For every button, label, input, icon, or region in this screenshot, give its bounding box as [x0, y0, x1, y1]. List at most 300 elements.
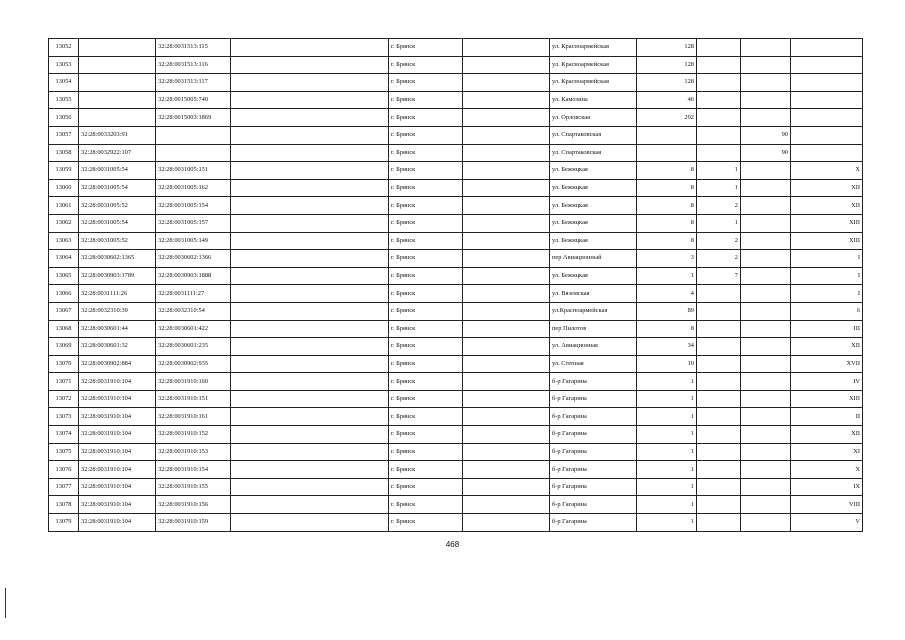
city-cell: г. Брянск: [389, 126, 463, 144]
building-cell: 2: [697, 250, 741, 268]
building-cell: [697, 514, 741, 532]
house-number-cell: 1: [637, 390, 697, 408]
table-row: [49, 443, 863, 461]
land-cadastral-number-cell: [79, 109, 156, 127]
house-number-cell: 34: [637, 338, 697, 356]
table-row: [49, 496, 863, 514]
land-cadastral-number-cell: 32:28:0031910:104: [79, 390, 156, 408]
house-number-cell: [637, 126, 697, 144]
table-row: [49, 338, 863, 356]
room-number-cell: XVII: [791, 355, 863, 373]
land-cadastral-number-cell: 32:28:0030903:1789: [79, 267, 156, 285]
building-cell: [697, 144, 741, 162]
blank-cell-2: [463, 267, 550, 285]
land-cadastral-number-cell: 32:28:0030601:32: [79, 338, 156, 356]
table-row: [49, 320, 863, 338]
blank-cell-2: [463, 408, 550, 426]
blank-cell: [231, 443, 389, 461]
apartment-cell: [741, 39, 791, 57]
blank-cell: [231, 320, 389, 338]
table-row: [49, 478, 863, 496]
building-cadastral-number-cell: 32:28:0031910:154: [156, 461, 231, 479]
row-number-cell: 13070: [49, 355, 79, 373]
house-number-cell: 1: [637, 373, 697, 391]
city-cell: г. Брянск: [389, 56, 463, 74]
room-number-cell: I: [791, 285, 863, 303]
land-cadastral-number-cell: 32:28:0031005:54: [79, 214, 156, 232]
land-cadastral-number-cell: 32:28:0030601:44: [79, 320, 156, 338]
city-cell: г. Брянск: [389, 461, 463, 479]
room-number-cell: [791, 39, 863, 57]
room-number-cell: [791, 56, 863, 74]
row-number-cell: 13058: [49, 144, 79, 162]
room-number-cell: XIII: [791, 390, 863, 408]
room-number-cell: II: [791, 408, 863, 426]
row-number-cell: 13071: [49, 373, 79, 391]
house-number-cell: 292: [637, 109, 697, 127]
city-cell: г. Брянск: [389, 267, 463, 285]
table-row: [49, 197, 863, 215]
apartment-cell: [741, 56, 791, 74]
table-row: [49, 109, 863, 127]
building-cell: [697, 390, 741, 408]
row-number-cell: 13057: [49, 126, 79, 144]
room-number-cell: IX: [791, 478, 863, 496]
blank-cell-2: [463, 91, 550, 109]
building-cadastral-number-cell: 32:28:0031910:159: [156, 514, 231, 532]
room-number-cell: IV: [791, 373, 863, 391]
table-row: [49, 91, 863, 109]
street-cell: ул. Степная: [550, 355, 637, 373]
apartment-cell: [741, 197, 791, 215]
street-cell: ул.Красноармейская: [550, 302, 637, 320]
table-row: [49, 250, 863, 268]
house-number-cell: 128: [637, 74, 697, 92]
apartment-cell: [741, 285, 791, 303]
street-cell: ул. Вяземская: [550, 285, 637, 303]
land-cadastral-number-cell: 32:28:0031910:104: [79, 514, 156, 532]
blank-cell-2: [463, 179, 550, 197]
building-cadastral-number-cell: 32:28:0031513:116: [156, 56, 231, 74]
blank-cell: [231, 232, 389, 250]
house-number-cell: 128: [637, 39, 697, 57]
apartment-cell: [741, 91, 791, 109]
blank-cell-2: [463, 56, 550, 74]
table-row: [49, 461, 863, 479]
table-row: [49, 267, 863, 285]
street-cell: ул. Бежицкая: [550, 162, 637, 180]
room-number-cell: [791, 74, 863, 92]
apartment-cell: [741, 443, 791, 461]
building-cadastral-number-cell: 32:28:0031910:151: [156, 390, 231, 408]
city-cell: г. Брянск: [389, 373, 463, 391]
blank-cell-2: [463, 162, 550, 180]
building-cell: [697, 443, 741, 461]
row-number-cell: 13072: [49, 390, 79, 408]
table-row: [49, 285, 863, 303]
blank-cell-2: [463, 514, 550, 532]
room-number-cell: III: [791, 320, 863, 338]
building-cell: [697, 56, 741, 74]
land-cadastral-number-cell: [79, 74, 156, 92]
blank-cell-2: [463, 355, 550, 373]
street-cell: ул. Бежицкая: [550, 267, 637, 285]
blank-cell: [231, 144, 389, 162]
building-cell: [697, 408, 741, 426]
row-number-cell: 13068: [49, 320, 79, 338]
city-cell: г. Брянск: [389, 109, 463, 127]
blank-cell: [231, 214, 389, 232]
room-number-cell: V: [791, 514, 863, 532]
land-cadastral-number-cell: 32:28:0030902:884: [79, 355, 156, 373]
house-number-cell: 4: [637, 285, 697, 303]
apartment-cell: [741, 408, 791, 426]
house-number-cell: 1: [637, 478, 697, 496]
house-number-cell: 1: [637, 461, 697, 479]
blank-cell-2: [463, 144, 550, 162]
row-number-cell: 13052: [49, 39, 79, 57]
row-number-cell: 13067: [49, 302, 79, 320]
row-number-cell: 13069: [49, 338, 79, 356]
street-cell: ул. Бежицкая: [550, 197, 637, 215]
blank-cell-2: [463, 302, 550, 320]
street-cell: ул. Спартаковская: [550, 144, 637, 162]
building-cadastral-number-cell: 32:28:0030903:1888: [156, 267, 231, 285]
house-number-cell: 8: [637, 320, 697, 338]
building-cadastral-number-cell: 32:28:0031910:160: [156, 373, 231, 391]
row-number-cell: 13074: [49, 426, 79, 444]
apartment-cell: [741, 214, 791, 232]
street-cell: пер Пилотов: [550, 320, 637, 338]
blank-cell-2: [463, 285, 550, 303]
city-cell: г. Брянск: [389, 478, 463, 496]
building-cell: [697, 285, 741, 303]
apartment-cell: [741, 302, 791, 320]
street-cell: ул. Бежицкая: [550, 179, 637, 197]
room-number-cell: XII: [791, 426, 863, 444]
row-number-cell: 13056: [49, 109, 79, 127]
building-cadastral-number-cell: 32:28:0015003:1869: [156, 109, 231, 127]
street-cell: б-р Гагарина: [550, 478, 637, 496]
room-number-cell: I: [791, 267, 863, 285]
city-cell: г. Брянск: [389, 514, 463, 532]
building-cadastral-number-cell: 32:28:0031513:115: [156, 39, 231, 57]
building-cell: 7: [697, 267, 741, 285]
city-cell: г. Брянск: [389, 496, 463, 514]
room-number-cell: XII: [791, 179, 863, 197]
building-cadastral-number-cell: 32:28:0031910:152: [156, 426, 231, 444]
blank-cell: [231, 91, 389, 109]
street-cell: ул. Бежицкая: [550, 214, 637, 232]
apartment-cell: 90: [741, 144, 791, 162]
room-number-cell: [791, 109, 863, 127]
city-cell: г. Брянск: [389, 408, 463, 426]
room-number-cell: VIII: [791, 496, 863, 514]
blank-cell-2: [463, 426, 550, 444]
apartment-cell: [741, 373, 791, 391]
table-row: [49, 390, 863, 408]
blank-cell: [231, 302, 389, 320]
land-cadastral-number-cell: 32:28:0031910:104: [79, 408, 156, 426]
table-row: [49, 408, 863, 426]
building-cell: [697, 74, 741, 92]
table-row: [49, 56, 863, 74]
room-number-cell: XII: [791, 338, 863, 356]
building-cell: [697, 496, 741, 514]
blank-cell: [231, 197, 389, 215]
land-cadastral-number-cell: 32:28:0032922:107: [79, 144, 156, 162]
city-cell: г. Брянск: [389, 74, 463, 92]
building-cell: [697, 302, 741, 320]
room-number-cell: XII: [791, 197, 863, 215]
building-cadastral-number-cell: 32:28:0032310:54: [156, 302, 231, 320]
street-cell: ул. Бежицкая: [550, 232, 637, 250]
room-number-cell: 6: [791, 302, 863, 320]
apartment-cell: [741, 514, 791, 532]
table-row: [49, 126, 863, 144]
building-cell: [697, 109, 741, 127]
house-number-cell: 8: [637, 214, 697, 232]
building-cadastral-number-cell: 32:28:0031005:157: [156, 214, 231, 232]
street-cell: ул. Камозина: [550, 91, 637, 109]
apartment-cell: [741, 320, 791, 338]
building-cadastral-number-cell: 32:28:0031910:153: [156, 443, 231, 461]
building-cadastral-number-cell: 32:28:0031513:117: [156, 74, 231, 92]
page-number: 468: [445, 540, 460, 549]
row-number-cell: 13077: [49, 478, 79, 496]
house-number-cell: 1: [637, 408, 697, 426]
table-row: [49, 373, 863, 391]
house-number-cell: 1: [637, 426, 697, 444]
blank-cell-2: [463, 232, 550, 250]
house-number-cell: [637, 144, 697, 162]
city-cell: г. Брянск: [389, 285, 463, 303]
land-cadastral-number-cell: 32:28:0031910:104: [79, 461, 156, 479]
apartment-cell: [741, 338, 791, 356]
building-cell: [697, 478, 741, 496]
house-number-cell: 8: [637, 162, 697, 180]
building-cell: [697, 338, 741, 356]
land-cadastral-number-cell: 32:28:0031111:26: [79, 285, 156, 303]
room-number-cell: [791, 144, 863, 162]
blank-cell: [231, 514, 389, 532]
apartment-cell: [741, 267, 791, 285]
building-cadastral-number-cell: 32:28:0015005:740: [156, 91, 231, 109]
land-cadastral-number-cell: 32:28:0031005:52: [79, 197, 156, 215]
apartment-cell: [741, 461, 791, 479]
registry-table-body: [49, 39, 863, 532]
row-number-cell: 13062: [49, 214, 79, 232]
building-cadastral-number-cell: 32:28:0031005:162: [156, 179, 231, 197]
house-number-cell: 1: [637, 443, 697, 461]
blank-cell-2: [463, 214, 550, 232]
street-cell: ул. Орловская: [550, 109, 637, 127]
blank-cell: [231, 408, 389, 426]
blank-cell: [231, 461, 389, 479]
land-cadastral-number-cell: 32:28:0031910:104: [79, 373, 156, 391]
row-number-cell: 13059: [49, 162, 79, 180]
building-cadastral-number-cell: 32:28:0031005:151: [156, 162, 231, 180]
building-cell: [697, 373, 741, 391]
city-cell: г. Брянск: [389, 91, 463, 109]
blank-cell-2: [463, 338, 550, 356]
land-cadastral-number-cell: 32:28:0031005:54: [79, 179, 156, 197]
street-cell: б-р Гагарина: [550, 390, 637, 408]
table-row: [49, 74, 863, 92]
apartment-cell: [741, 74, 791, 92]
table-row: [49, 179, 863, 197]
table-row: [49, 144, 863, 162]
registry-table: [48, 38, 863, 532]
apartment-cell: [741, 179, 791, 197]
blank-cell-2: [463, 320, 550, 338]
house-number-cell: 128: [637, 56, 697, 74]
table-row: [49, 214, 863, 232]
land-cadastral-number-cell: 32:28:0031005:54: [79, 162, 156, 180]
city-cell: г. Брянск: [389, 338, 463, 356]
city-cell: г. Брянск: [389, 214, 463, 232]
row-number-cell: 13065: [49, 267, 79, 285]
room-number-cell: [791, 126, 863, 144]
land-cadastral-number-cell: 32:28:0031910:104: [79, 443, 156, 461]
blank-cell: [231, 109, 389, 127]
building-cell: [697, 126, 741, 144]
table-row: [49, 302, 863, 320]
land-cadastral-number-cell: 32:28:0031910:104: [79, 496, 156, 514]
city-cell: г. Брянск: [389, 179, 463, 197]
blank-cell: [231, 478, 389, 496]
land-cadastral-number-cell: 32:28:0033203:91: [79, 126, 156, 144]
blank-cell: [231, 267, 389, 285]
building-cell: [697, 91, 741, 109]
street-cell: б-р Гагарина: [550, 496, 637, 514]
city-cell: г. Брянск: [389, 197, 463, 215]
building-cadastral-number-cell: 32:28:0030902:935: [156, 355, 231, 373]
blank-cell: [231, 179, 389, 197]
building-cell: 2: [697, 197, 741, 215]
building-cell: 2: [697, 232, 741, 250]
blank-cell-2: [463, 250, 550, 268]
row-number-cell: 13075: [49, 443, 79, 461]
house-number-cell: 1: [637, 267, 697, 285]
street-cell: ул. Авиационная: [550, 338, 637, 356]
row-number-cell: 13061: [49, 197, 79, 215]
street-cell: б-р Гагарина: [550, 443, 637, 461]
apartment-cell: [741, 355, 791, 373]
house-number-cell: 1: [637, 514, 697, 532]
building-cadastral-number-cell: 32:28:0031910:156: [156, 496, 231, 514]
city-cell: г. Брянск: [389, 390, 463, 408]
row-number-cell: 13055: [49, 91, 79, 109]
building-cadastral-number-cell: 32:28:0031111:27: [156, 285, 231, 303]
table-row: [49, 426, 863, 444]
table-row: [49, 232, 863, 250]
blank-cell: [231, 355, 389, 373]
room-number-cell: I: [791, 250, 863, 268]
house-number-cell: 1: [637, 496, 697, 514]
apartment-cell: [741, 478, 791, 496]
table-row: [49, 355, 863, 373]
blank-cell-2: [463, 197, 550, 215]
room-number-cell: X: [791, 162, 863, 180]
city-cell: г. Брянск: [389, 302, 463, 320]
apartment-cell: [741, 162, 791, 180]
land-cadastral-number-cell: 32:28:0030602:1365: [79, 250, 156, 268]
land-cadastral-number-cell: 32:28:0031910:104: [79, 478, 156, 496]
blank-cell-2: [463, 373, 550, 391]
building-cell: [697, 426, 741, 444]
blank-cell: [231, 162, 389, 180]
blank-cell-2: [463, 390, 550, 408]
building-cell: 1: [697, 162, 741, 180]
apartment-cell: [741, 232, 791, 250]
row-number-cell: 13076: [49, 461, 79, 479]
row-number-cell: 13054: [49, 74, 79, 92]
house-number-cell: 8: [637, 232, 697, 250]
building-cadastral-number-cell: 32:28:0031910:155: [156, 478, 231, 496]
city-cell: г. Брянск: [389, 162, 463, 180]
house-number-cell: 89: [637, 302, 697, 320]
building-cadastral-number-cell: 32:28:0030601:422: [156, 320, 231, 338]
row-number-cell: 13060: [49, 179, 79, 197]
blank-cell: [231, 39, 389, 57]
building-cell: [697, 355, 741, 373]
building-cell: [697, 461, 741, 479]
table-row: [49, 162, 863, 180]
blank-cell-2: [463, 126, 550, 144]
blank-cell: [231, 74, 389, 92]
street-cell: б-р Гагарина: [550, 373, 637, 391]
land-cadastral-number-cell: [79, 39, 156, 57]
building-cadastral-number-cell: [156, 126, 231, 144]
blank-cell: [231, 250, 389, 268]
room-number-cell: [791, 91, 863, 109]
binding-margin-line: [5, 588, 6, 618]
street-cell: пер Авиационный: [550, 250, 637, 268]
street-cell: б-р Гагарина: [550, 426, 637, 444]
blank-cell: [231, 426, 389, 444]
building-cell: 1: [697, 214, 741, 232]
street-cell: ул. Спартаковская: [550, 126, 637, 144]
apartment-cell: [741, 496, 791, 514]
blank-cell-2: [463, 496, 550, 514]
building-cadastral-number-cell: 32:28:0031005:154: [156, 197, 231, 215]
building-cadastral-number-cell: 32:28:0030601:235: [156, 338, 231, 356]
city-cell: г. Брянск: [389, 443, 463, 461]
table-row: [49, 39, 863, 57]
city-cell: г. Брянск: [389, 320, 463, 338]
blank-cell-2: [463, 443, 550, 461]
land-cadastral-number-cell: [79, 56, 156, 74]
apartment-cell: [741, 426, 791, 444]
row-number-cell: 13064: [49, 250, 79, 268]
blank-cell-2: [463, 39, 550, 57]
street-cell: б-р Гагарина: [550, 408, 637, 426]
row-number-cell: 13053: [49, 56, 79, 74]
room-number-cell: X: [791, 461, 863, 479]
building-cell: [697, 39, 741, 57]
city-cell: г. Брянск: [389, 39, 463, 57]
street-cell: ул. Красноармейская: [550, 56, 637, 74]
building-cadastral-number-cell: 32:28:0030602:1366: [156, 250, 231, 268]
row-number-cell: 13078: [49, 496, 79, 514]
land-cadastral-number-cell: 32:28:0032310:39: [79, 302, 156, 320]
city-cell: г. Брянск: [389, 232, 463, 250]
blank-cell-2: [463, 109, 550, 127]
blank-cell: [231, 373, 389, 391]
blank-cell: [231, 56, 389, 74]
building-cell: [697, 320, 741, 338]
